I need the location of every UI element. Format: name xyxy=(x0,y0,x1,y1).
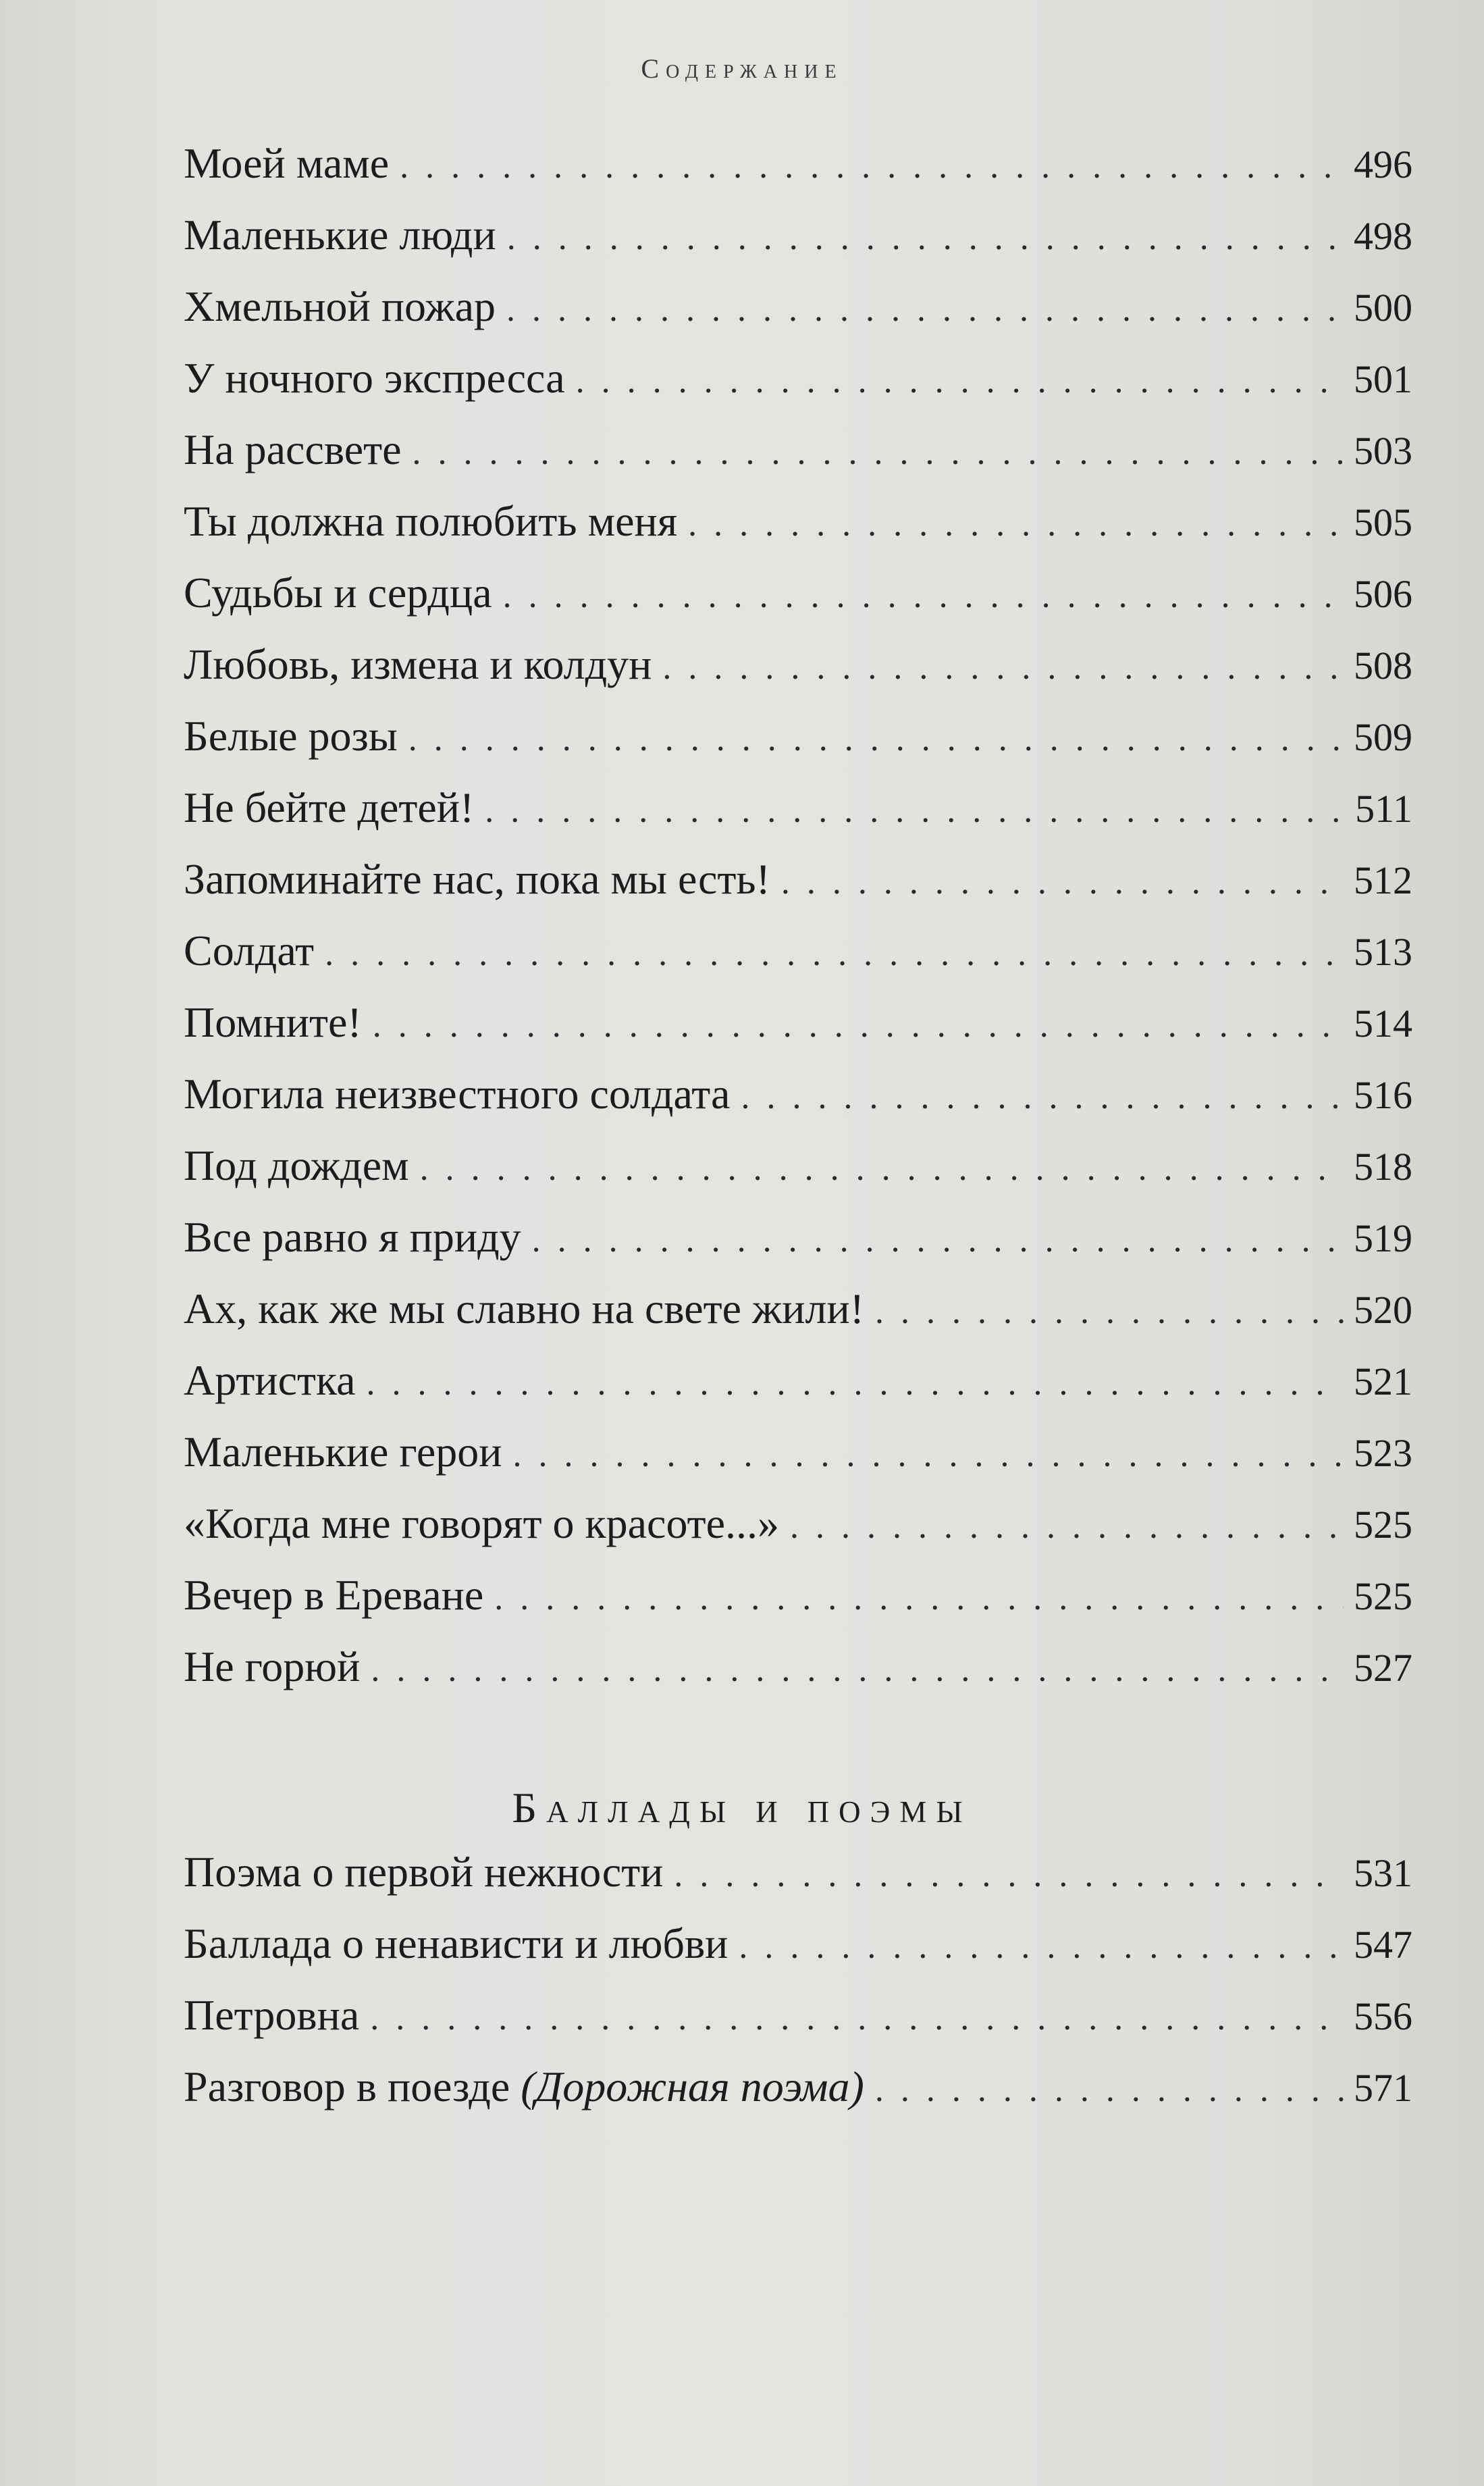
toc-entry xyxy=(184,1499,1412,1570)
toc-entry xyxy=(184,425,1412,496)
toc-entry xyxy=(184,1919,1412,1990)
entry-title xyxy=(184,2062,875,2112)
entry-page-number: 508 xyxy=(1354,644,1412,688)
entry-page-number: 525 xyxy=(1354,1503,1412,1547)
toc-entry xyxy=(184,1069,1412,1141)
entry-page-number: 521 xyxy=(1354,1359,1412,1403)
toc-entry xyxy=(184,640,1412,711)
toc-entry xyxy=(184,854,1412,926)
entry-page-number: 527 xyxy=(1354,1646,1412,1690)
entry-title: Помните! xyxy=(184,998,362,1046)
toc-entry xyxy=(184,998,1412,1069)
entry-title: Могила неизвестного солдата xyxy=(184,1070,731,1118)
dot-leader xyxy=(373,1006,1344,1045)
toc-entry xyxy=(184,282,1412,353)
toc-entry xyxy=(184,1284,1412,1355)
entry-page-number: 506 xyxy=(1354,572,1412,616)
toc-entry xyxy=(184,1212,1412,1284)
toc-entry xyxy=(184,568,1412,640)
running-head: Содержание xyxy=(641,53,843,84)
entry-page-number: 501 xyxy=(1354,357,1412,401)
toc-entry xyxy=(184,926,1412,998)
entry-page-number: 505 xyxy=(1354,500,1412,544)
toc-entry xyxy=(184,1355,1412,1427)
entry-page-number: 498 xyxy=(1354,214,1412,258)
entry-page-number: 556 xyxy=(1354,1994,1412,2038)
section-heading: Баллады и поэмы xyxy=(512,1784,972,1832)
entry-title: У ночного экспресса xyxy=(184,354,565,402)
entry-page-number: 525 xyxy=(1354,1574,1412,1618)
entry-page-number: 519 xyxy=(1354,1216,1412,1260)
dot-leader xyxy=(485,791,1344,831)
entry-subtitle: (Дорожная поэма) xyxy=(521,2063,864,2110)
toc-entry xyxy=(184,1427,1412,1499)
entry-page-number: 509 xyxy=(1354,715,1412,759)
dot-leader xyxy=(674,1855,1344,1895)
dot-leader xyxy=(371,1650,1344,1690)
entry-page-number: 513 xyxy=(1354,930,1412,974)
dot-leader xyxy=(420,1149,1344,1189)
dot-leader xyxy=(532,1220,1344,1260)
entry-page-number: 547 xyxy=(1354,1923,1412,1967)
dot-leader xyxy=(412,433,1344,473)
toc-entry xyxy=(184,210,1412,282)
dot-leader xyxy=(790,1507,1344,1547)
entry-page-number: 523 xyxy=(1354,1431,1412,1475)
entry-title: Судьбы и сердца xyxy=(184,569,492,617)
dot-leader xyxy=(503,576,1344,616)
toc-entry xyxy=(184,353,1412,425)
entry-page-number: 518 xyxy=(1354,1145,1412,1189)
entry-title: Под дождем xyxy=(184,1141,409,1189)
dot-leader xyxy=(781,862,1344,902)
entry-page-number: 511 xyxy=(1355,787,1412,831)
entry-title-text: Поэма о первой нежности xyxy=(184,1848,664,1896)
toc-entry xyxy=(184,783,1412,854)
toc-entry xyxy=(184,711,1412,783)
entry-title: Маленькие герои xyxy=(184,1428,502,1476)
dot-leader xyxy=(494,1578,1344,1618)
dot-leader xyxy=(367,1364,1344,1403)
entry-page-number: 531 xyxy=(1354,1851,1412,1895)
toc-entry xyxy=(184,1141,1412,1212)
entry-page-number: 516 xyxy=(1354,1073,1412,1117)
entry-title: Моей маме xyxy=(184,139,390,187)
toc-entry xyxy=(184,1990,1412,2062)
dot-leader xyxy=(875,1292,1344,1332)
entry-title: Вечер в Ереване xyxy=(184,1571,484,1619)
dot-leader xyxy=(506,290,1344,330)
dot-leader xyxy=(875,2070,1344,2110)
dot-leader xyxy=(408,719,1344,759)
entry-page-number: 512 xyxy=(1354,858,1412,902)
dot-leader xyxy=(576,361,1344,401)
dot-leader xyxy=(741,1077,1344,1117)
entry-title: Хмельной пожар xyxy=(184,282,496,330)
entry-page-number: 496 xyxy=(1354,143,1412,186)
entry-title: Солдат xyxy=(184,927,315,975)
entry-title: Любовь, измена и колдун xyxy=(184,640,652,688)
entry-title: На рассвете xyxy=(184,425,402,473)
toc-entry xyxy=(184,1642,1412,1713)
dot-leader xyxy=(370,1998,1344,2038)
toc-entry xyxy=(184,1570,1412,1642)
entry-page-number: 571 xyxy=(1354,2066,1412,2110)
toc-list xyxy=(184,138,1412,1713)
entry-title: Белые розы xyxy=(184,712,398,760)
toc-entry xyxy=(184,1847,1412,1919)
entry-title: Маленькие люди xyxy=(184,211,496,259)
dot-leader xyxy=(507,218,1344,258)
toc-entry xyxy=(184,496,1412,568)
entry-title xyxy=(184,1847,674,1897)
entry-page-number: 500 xyxy=(1354,286,1412,330)
toc-entry xyxy=(184,138,1412,210)
dot-leader xyxy=(512,1435,1344,1475)
entry-title xyxy=(184,1990,370,2040)
toc-entry xyxy=(184,2062,1412,2133)
toc-section-list xyxy=(184,1847,1412,2133)
dot-leader xyxy=(400,147,1344,186)
entry-title xyxy=(184,1919,739,1969)
entry-title: Ах, как же мы славно на свете жили! xyxy=(184,1285,864,1332)
dot-leader xyxy=(325,934,1344,974)
dot-leader xyxy=(688,504,1344,544)
dot-leader xyxy=(662,648,1344,688)
entry-page-number: 503 xyxy=(1354,429,1412,473)
entry-title: Ты должна полюбить меня xyxy=(184,497,678,545)
entry-title-text: Разговор в поезде xyxy=(184,2063,521,2110)
entry-title-text: Петровна xyxy=(184,1991,360,2039)
entry-page-number: 520 xyxy=(1354,1288,1412,1332)
entry-title: Запоминайте нас, пока мы есть! xyxy=(184,855,770,903)
entry-title: Артистка xyxy=(184,1356,356,1404)
entry-page-number: 514 xyxy=(1354,1002,1412,1045)
entry-title: Не горюй xyxy=(184,1642,361,1690)
entry-title: Не бейте детей! xyxy=(184,783,475,831)
entry-title-text: Баллада о ненависти и любви xyxy=(184,1919,728,1967)
dot-leader xyxy=(739,1927,1344,1967)
entry-title: Все равно я приду xyxy=(184,1213,521,1261)
entry-title: «Когда мне говорят о красоте...» xyxy=(184,1499,779,1547)
